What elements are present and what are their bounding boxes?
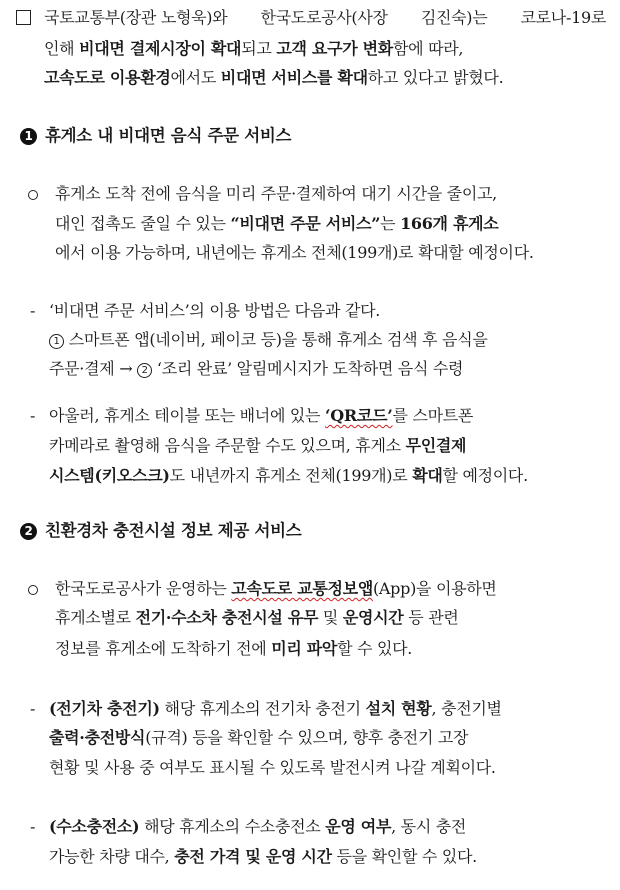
section-2-number-icon: 2 [20,523,37,540]
s2-dash1-text: (규격) 등을 확인할 수 있으며, 향후 충전기 고장 [145,728,469,747]
dash-marker: - [30,406,36,425]
s1-bullet-line-2 [55,212,498,236]
circle-bullet-icon [28,190,38,200]
s2-dash2-text: 가능한 차량 대수, [49,847,175,866]
s2-bullet-bold: 미리 파악 [271,639,338,658]
circle-bullet-icon [28,585,38,595]
s1-bullet-text: 에서 이용 가능하며, 내년에는 휴게소 전체(199개)로 확대할 예정이다. [55,243,534,262]
intro-text: 에서도 [170,68,221,87]
s2-dash2-text: 해당 휴게소의 수소충전소 [139,817,326,836]
s2-bullet-bold: 전기·수소차 충전시설 유무 [135,608,319,627]
step-2-icon: 2 [137,363,152,378]
s1-dash2-bold: 확대 [412,466,443,485]
intro-text: 김진숙)는 [420,8,488,27]
s2-dash1-text: , 충전기별 [431,699,502,718]
intro-text: 되고 [241,39,277,58]
s1-dash1-line-1 [49,299,380,323]
s1-dash2-line-3 [49,464,528,488]
s1-dash2-bold: 시스템(키오스크) [49,466,170,485]
s1-dash2-text: 아울러, 휴게소 테이블 또는 배너에 있는 [49,406,325,425]
checkbox-icon [16,10,31,25]
s1-dash2-line-1 [49,404,473,428]
s1-bullet-line-3 [55,241,534,265]
s1-dash2-text: 를 스마트폰 [392,406,474,425]
s2-bullet-text: (App)을 이용하면 [372,579,497,598]
intro-text: 인해 [44,39,80,58]
s2-bullet-bold: 운영시간 [342,608,404,627]
s2-dash1-text: 현황 및 사용 중 여부도 표시될 수 있도록 발전시켜 나갈 계획이다. [49,758,496,777]
s1-bullet-text: 휴게소 도착 전에 음식을 미리 주문·결제하여 대기 시간을 줄이고, [55,184,497,203]
s2-bullet-line-1 [55,577,497,601]
dash-marker: - [30,301,36,320]
s1-dash2-text: 할 예정이다. [442,466,528,485]
s1-dash2-line-2 [49,434,466,458]
s2-bullet-text: 및 [318,608,343,627]
s1-dash1-text: ‘조리 완료’ 알림메시지가 도착하면 음식 수령 [156,359,464,378]
s2-dash1-line-3 [49,756,496,780]
s1-bullet-bold: “비대면 주문 서비스” [230,214,381,233]
s1-dash1-text: 스마트폰 앱(네이버, 페이코 등)을 통해 휴게소 검색 후 음식을 [68,330,488,349]
intro-line-3 [44,66,503,90]
s1-dash1-line-3 [49,357,463,381]
s1-dash2-text: 도 내년까지 휴게소 전체(199개)로 [169,466,413,485]
section-1-title: 휴게소 내 비대면 음식 주문 서비스 [45,126,292,145]
s1-dash2-bold: 무인결제 [405,436,467,455]
s2-dash2-text: , 동시 충전 [391,817,467,836]
intro-text: 함에 따라, [392,39,464,58]
s2-bullet-bold: 고속도로 교통정보앱 [231,579,373,598]
s2-bullet-line-3 [55,637,412,661]
s2-dash2-bold: 충전 가격 및 운영 시간 [174,847,332,866]
s2-dash2-text: 등을 확인할 수 있다. [331,847,477,866]
s2-bullet-text: 정보를 휴게소에 도착하기 전에 [55,639,272,658]
s2-dash1-line-1 [49,697,502,721]
intro-line-1 [44,6,606,30]
s2-dash2-bold: (수소충전소) [49,817,140,836]
intro-bold: 고객 요구가 변화 [276,39,393,58]
s1-bullet-bold: 166개 휴게소 [400,214,499,233]
s2-dash1-line-2 [49,726,468,750]
s2-bullet-line-2 [55,606,459,630]
s2-dash1-text: 해당 휴게소의 전기차 충전기 [159,699,366,718]
intro-text: 한국도로공사(사장 [260,8,388,27]
s1-bullet-line-1 [55,182,497,206]
s2-dash2-bold: 운영 여부 [325,817,392,836]
intro-line-2 [44,37,463,61]
s2-dash1-bold: 출력·충전방식 [49,728,146,747]
s2-dash1-bold: (전기차 충전기) [49,699,160,718]
s2-bullet-text: 할 수 있다. [337,639,413,658]
step-1-icon: 1 [49,334,64,349]
s1-dash1-text: 주문·결제 → [49,359,133,378]
s1-dash1-line-2 [49,328,488,352]
section-1-heading [20,124,291,148]
dash-marker: - [30,817,36,836]
s1-bullet-text: 는 [380,214,401,233]
s2-dash2-line-1 [49,815,466,839]
intro-bold: 비대면 서비스를 확대 [220,68,368,87]
s1-dash2-bold: ‘QR코드’ [325,406,393,425]
intro-bold: 비대면 결제시장이 확대 [79,39,242,58]
s1-dash2-text: 카메라로 촬영해 음식을 주문할 수도 있으며, 휴게소 [49,436,406,455]
s2-bullet-text: 등 관련 [403,608,459,627]
intro-bold: 고속도로 이용환경 [44,68,171,87]
s1-bullet-text: 대인 접촉도 줄일 수 있는 [55,214,231,233]
s2-dash1-bold: 설치 현황 [365,699,432,718]
s2-bullet-text: 휴게소별로 [55,608,136,627]
section-2-title: 친환경차 충전시설 정보 제공 서비스 [45,521,302,540]
section-1-number-icon: 1 [20,128,37,145]
s2-dash2-line-2 [49,845,477,869]
section-2-heading [20,519,301,543]
intro-text: 하고 있다고 밝혔다. [367,68,504,87]
intro-text: 국토교통부(장관 노형욱)와 [44,8,228,27]
intro-text: 코로나-19로 [520,8,606,27]
s1-dash1-text: ‘비대면 주문 서비스’의 이용 방법은 다음과 같다. [49,301,381,320]
dash-marker: - [30,699,36,718]
s2-bullet-text: 한국도로공사가 운영하는 [55,579,232,598]
